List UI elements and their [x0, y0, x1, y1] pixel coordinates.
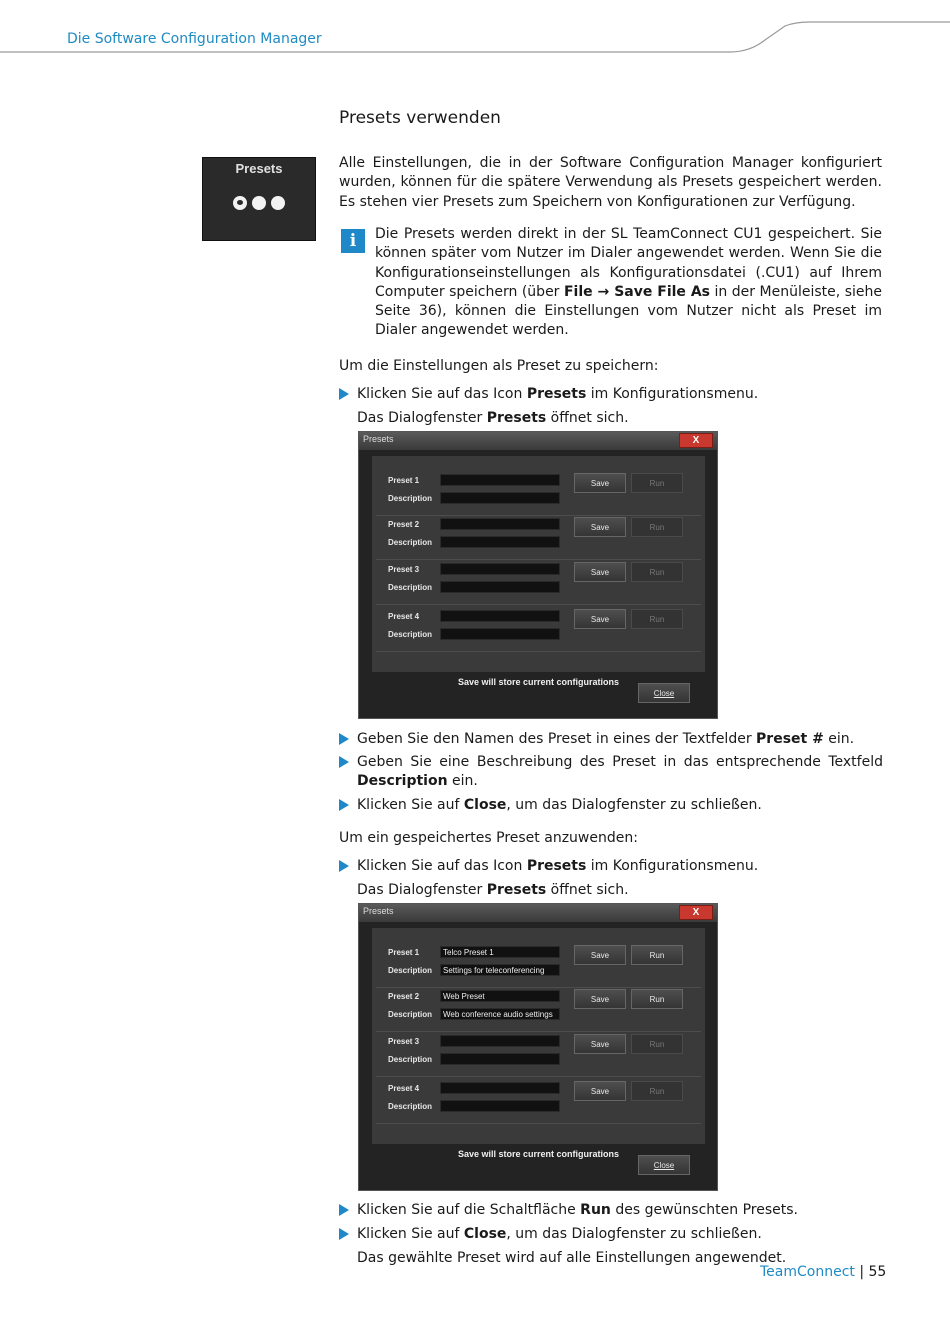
page-footer — [760, 1264, 886, 1280]
preset-name-input[interactable] — [440, 1035, 560, 1047]
dot-icon — [252, 196, 266, 210]
run-button[interactable]: Run — [631, 989, 683, 1009]
preset-description-input[interactable] — [440, 1100, 560, 1112]
bullet-arrow-icon — [339, 799, 349, 811]
save-button[interactable]: Save — [574, 945, 626, 965]
preset-name-input[interactable] — [440, 1082, 560, 1094]
preset-description-input[interactable]: Web conference audio settings — [440, 1008, 560, 1020]
preset-name-input[interactable] — [440, 610, 560, 622]
dialog-title: Presets — [363, 434, 394, 444]
footer-separator: | — [854, 1264, 869, 1280]
preset-row: Preset 1 Description Telco Preset 1 Settings for teleconferencing Save Run — [372, 942, 705, 986]
save-button[interactable]: Save — [574, 517, 626, 537]
preset-description-input[interactable] — [440, 628, 560, 640]
step-click-run: Klicken Sie auf die Schaltfläche Run des gewünschten Presets. — [339, 1201, 883, 1220]
preset-description-input[interactable]: Settings for teleconferencing — [440, 964, 560, 976]
presets-icon-label: Presets — [235, 161, 283, 176]
preset-description-input[interactable] — [440, 492, 560, 504]
step-close-dialog-2: Klicken Sie auf Close, um das Dialogfenster zu schließen. — [339, 1225, 883, 1244]
info-icon: i — [341, 229, 365, 253]
preset-row: Preset 2 Description Web Preset Web conference audio settings Save Run — [372, 986, 705, 1030]
save-button[interactable]: Save — [574, 562, 626, 582]
run-button[interactable]: Run — [631, 609, 683, 629]
close-button[interactable]: Close — [638, 1155, 690, 1175]
info-menu-path: File → Save File As — [563, 283, 711, 300]
bullet-arrow-icon — [339, 1204, 349, 1216]
run-button[interactable]: Run — [631, 562, 683, 582]
presets-dots-icon — [233, 196, 285, 210]
close-icon[interactable]: X — [679, 433, 713, 448]
dialog-note: Save will store current configurations — [457, 1149, 620, 1159]
step-result-text: Das Dialogfenster Presets öffnet sich. — [357, 410, 629, 426]
close-icon[interactable]: X — [679, 905, 713, 920]
run-button[interactable]: Run — [631, 473, 683, 493]
bullet-arrow-icon — [339, 733, 349, 745]
save-button[interactable]: Save — [574, 1081, 626, 1101]
step-final-result: Das gewählte Preset wird auf alle Einstellungen angewendet. — [357, 1250, 787, 1266]
step-close-dialog: Klicken Sie auf Close, um das Dialogfenster zu schließen. — [339, 796, 883, 815]
intro-paragraph: Alle Einstellungen, die in der Software Configuration Manager konfiguriert wurden, können für die spätere Verwendung als Presets gespeichert werden. Es stehen vier Presets zum Speichern von Konfigurationen zur Verfügung. — [339, 155, 882, 210]
save-heading: Um die Einstellungen als Preset zu speichern: — [339, 358, 659, 374]
save-button[interactable]: Save — [574, 1034, 626, 1054]
run-button[interactable]: Run — [631, 945, 683, 965]
dialog-titlebar — [359, 432, 717, 450]
presets-dialog-filled — [358, 903, 718, 1191]
close-button[interactable]: Close — [638, 683, 690, 703]
presets-panel — [372, 456, 705, 687]
info-text-b: in der Menüleiste, siehe Seite 36), können die Einstellungen vom Nutzer nicht als Preset im Dialer angewendet werden. — [375, 283, 883, 339]
preset-row: Preset 1 Description Save Run — [372, 470, 705, 514]
step-result-text: Das Dialogfenster Presets öffnet sich. — [357, 882, 629, 898]
bullet-arrow-icon — [339, 756, 349, 768]
presets-panel — [372, 928, 705, 1159]
info-text-a: Die Presets werden direkt in der SL TeamConnect CU1 gespeichert. Sie können später vom Nutzer im Dialer angewendet werden. Wenn Sie die Konfigurationseinstellungen als Konfigurationsdatei (.CU1) auf Ihrem Computer speichern (über — [375, 226, 882, 300]
preset-row: Preset 3 Description Save Run — [372, 559, 705, 603]
dot-icon — [233, 196, 247, 210]
preset-name-input[interactable] — [440, 518, 560, 530]
step-enter-name: Geben Sie den Namen des Preset in eines der Textfelder Preset # ein. — [339, 730, 883, 749]
preset-name-input[interactable] — [440, 563, 560, 575]
dialog-note: Save will store current configurations — [457, 677, 620, 687]
run-button[interactable]: Run — [631, 1034, 683, 1054]
save-button[interactable]: Save — [574, 609, 626, 629]
step-enter-description: Geben Sie eine Beschreibung des Preset in das entsprechende Textfeld Description ein. — [339, 753, 883, 791]
preset-row: Preset 3 Description Save Run — [372, 1031, 705, 1075]
presets-icon-image — [202, 157, 316, 241]
info-note — [375, 225, 882, 341]
preset-name-input[interactable]: Web Preset — [440, 990, 560, 1002]
dialog-title: Presets — [363, 906, 394, 916]
save-button[interactable]: Save — [574, 473, 626, 493]
save-button[interactable]: Save — [574, 989, 626, 1009]
preset-row: Preset 4 Description Save Run — [372, 1078, 705, 1122]
run-button[interactable]: Run — [631, 1081, 683, 1101]
presets-dialog-empty — [358, 431, 718, 719]
preset-description-input[interactable] — [440, 1053, 560, 1065]
footer-brand: TeamConnect — [760, 1264, 855, 1280]
header-rule — [0, 0, 950, 60]
preset-row: Preset 2 Description Save Run — [372, 514, 705, 558]
bullet-arrow-icon — [339, 860, 349, 872]
step-open-presets: Klicken Sie auf das Icon Presets im Konfigurationsmenu. — [339, 385, 883, 404]
run-button[interactable]: Run — [631, 517, 683, 537]
preset-row: Preset 4 Description Save Run — [372, 606, 705, 650]
preset-description-input[interactable] — [440, 581, 560, 593]
dialog-titlebar — [359, 904, 717, 922]
bullet-arrow-icon — [339, 1228, 349, 1240]
preset-description-input[interactable] — [440, 536, 560, 548]
step-open-presets-2: Klicken Sie auf das Icon Presets im Konfigurationsmenu. — [339, 857, 883, 876]
preset-name-input[interactable]: Telco Preset 1 — [440, 946, 560, 958]
apply-heading: Um ein gespeichertes Preset anzuwenden: — [339, 830, 638, 846]
preset-name-input[interactable] — [440, 474, 560, 486]
page-number: 55 — [868, 1264, 887, 1280]
section-title: Presets verwenden — [339, 108, 501, 128]
bullet-arrow-icon — [339, 388, 349, 400]
running-header: Die Software Configuration Manager — [67, 31, 322, 47]
dot-icon — [271, 196, 285, 210]
